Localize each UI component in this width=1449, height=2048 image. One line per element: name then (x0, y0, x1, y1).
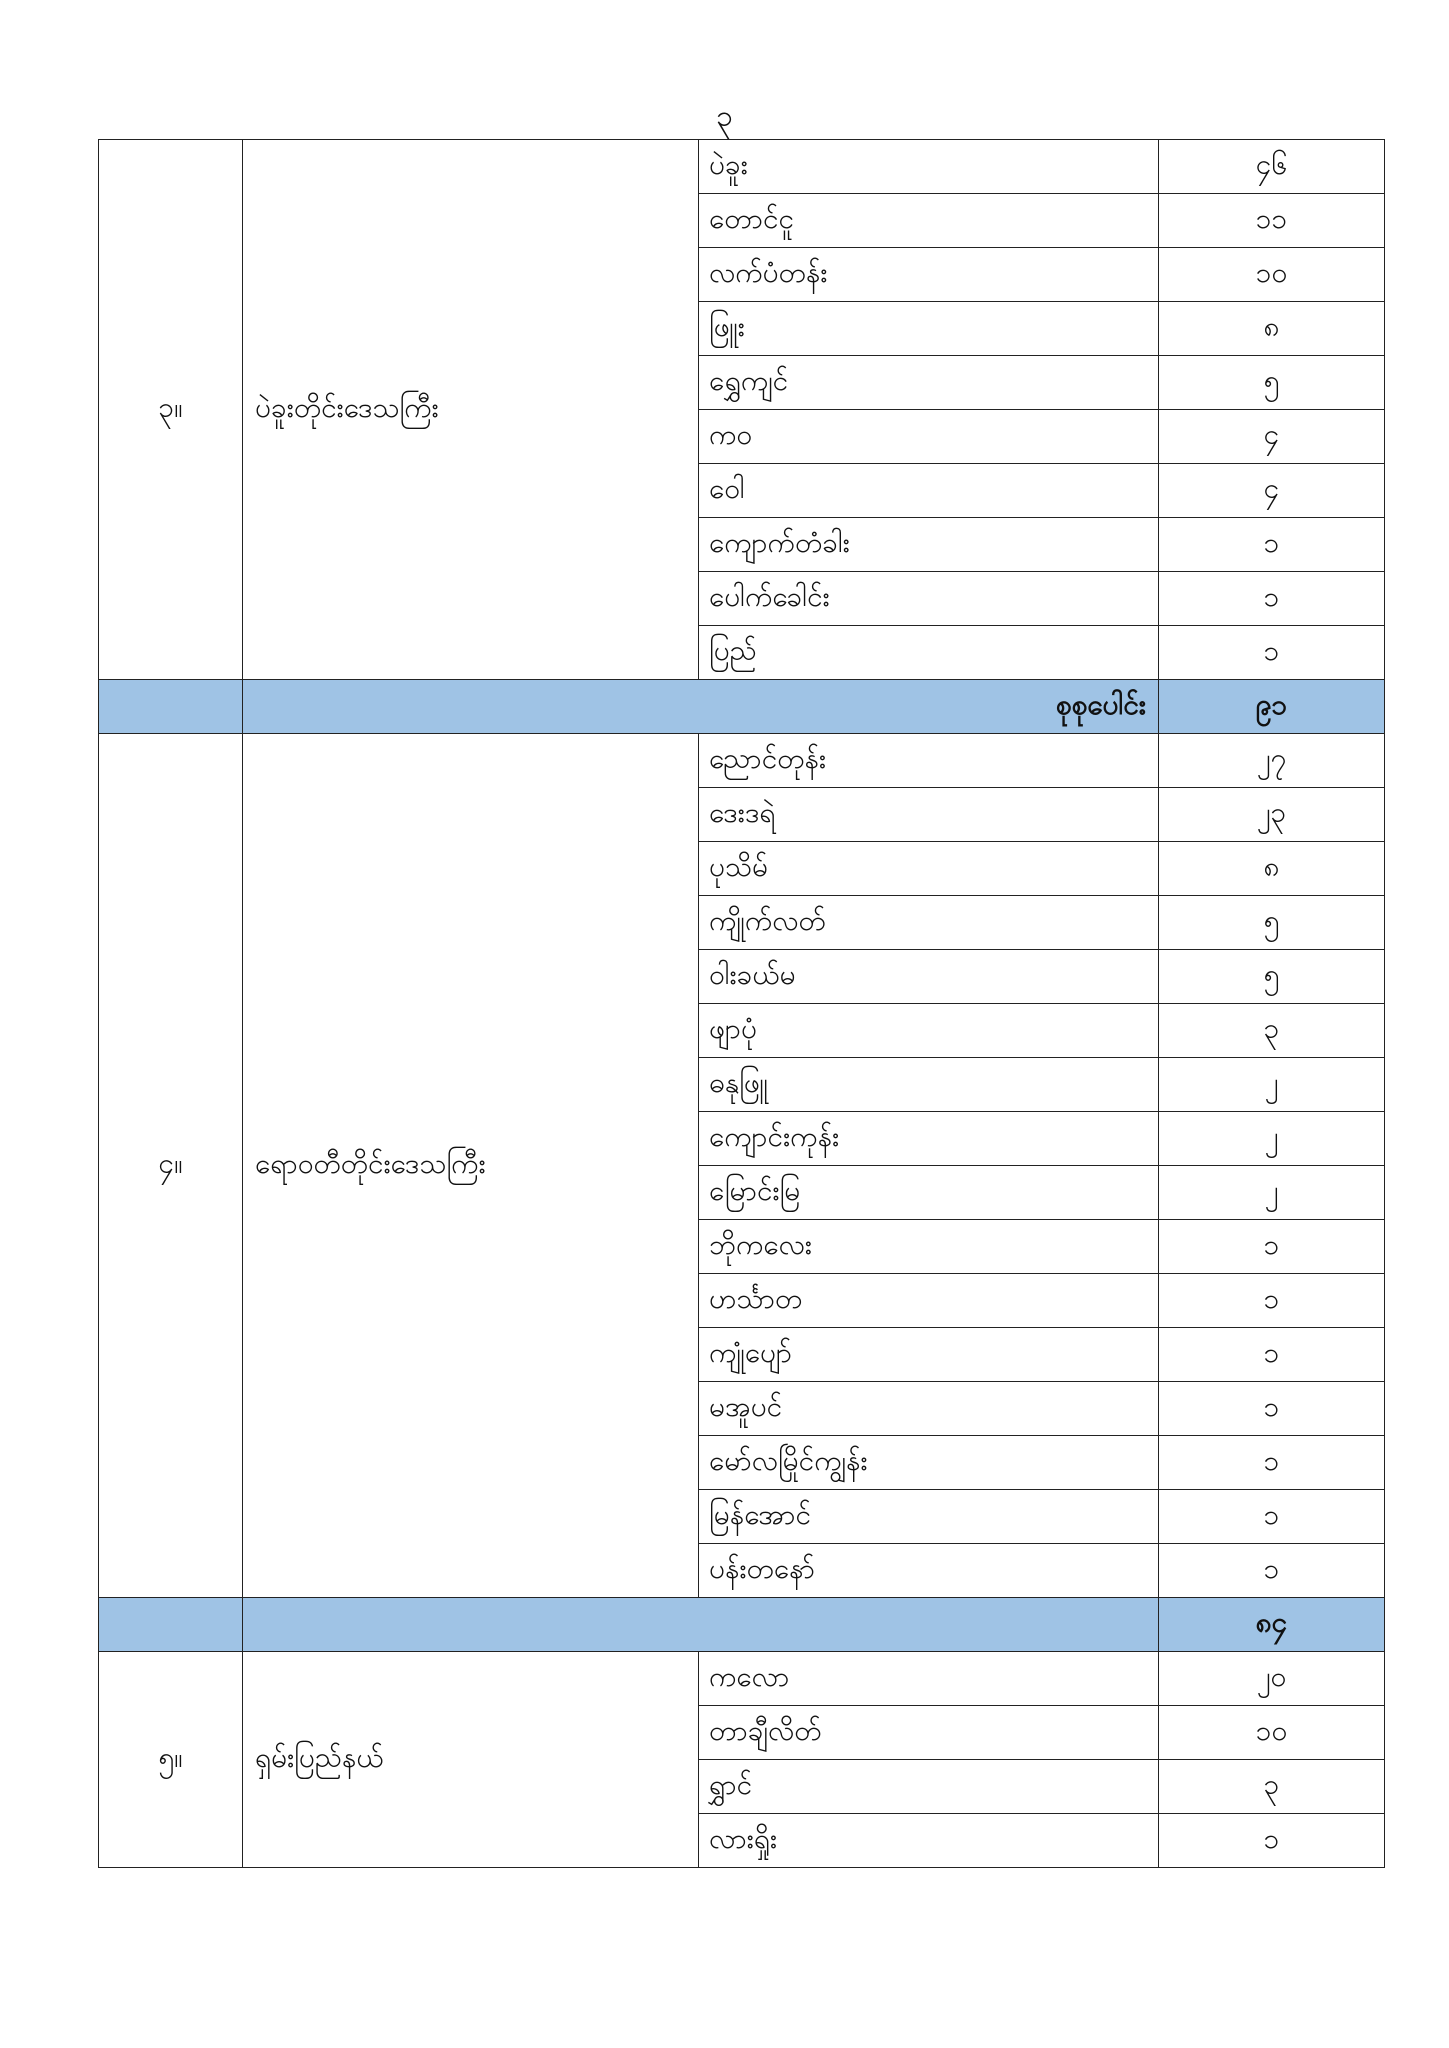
township-count: ၄ (1159, 410, 1385, 464)
township-count: ၅ (1159, 896, 1385, 950)
township-name: မော်လမြိုင်ကျွန်း (699, 1436, 1159, 1490)
township-name: ရွှာင် (699, 1760, 1159, 1814)
township-name: ပုသိမ် (699, 842, 1159, 896)
township-count: ၂၃ (1159, 788, 1385, 842)
total-row (99, 680, 1385, 734)
township-count: ၁ (1159, 572, 1385, 626)
township-count: ၅ (1159, 950, 1385, 1004)
township-name: ကျောက်တံခါး (699, 518, 1159, 572)
township-count: ၁ (1159, 1490, 1385, 1544)
township-count: ၁၀ (1159, 1706, 1385, 1760)
township-name: ကလော (699, 1652, 1159, 1706)
township-name: ဟင်္သာတ (699, 1274, 1159, 1328)
township-name: တာချီလိတ် (699, 1706, 1159, 1760)
township-name: ကျောင်းကုန်း (699, 1112, 1159, 1166)
township-name: လက်ပံတန်း (699, 248, 1159, 302)
township-count: ၁၁ (1159, 194, 1385, 248)
total-blank-cell (99, 1598, 243, 1652)
region-name: ရောဝတီတိုင်းဒေသကြီး (243, 734, 699, 1598)
township-name: ကျုံပျော် (699, 1328, 1159, 1382)
township-count: ၂ (1159, 1166, 1385, 1220)
total-count: ၉၁ (1159, 680, 1385, 734)
township-name: ဖျာပုံ (699, 1004, 1159, 1058)
township-count: ၁ (1159, 1220, 1385, 1274)
total-blank-cell (99, 680, 243, 734)
township-count: ၂၀ (1159, 1652, 1385, 1706)
township-name: မြောင်းမြ (699, 1166, 1159, 1220)
region-name: ရှမ်းပြည်နယ် (243, 1652, 699, 1868)
township-count: ၁၀ (1159, 248, 1385, 302)
township-count: ၁ (1159, 1544, 1385, 1598)
section-number: ၃။ (99, 140, 243, 680)
township-count: ၁ (1159, 1814, 1385, 1868)
township-count: ၁ (1159, 1382, 1385, 1436)
township-count: ၄ (1159, 464, 1385, 518)
table-row (99, 140, 1385, 194)
township-name: ပန်းတနော် (699, 1544, 1159, 1598)
township-name: ပဲခူး (699, 140, 1159, 194)
township-name: ရွှေကျင် (699, 356, 1159, 410)
township-count: ၁ (1159, 626, 1385, 680)
table-row (99, 734, 1385, 788)
township-count: ၁ (1159, 1328, 1385, 1382)
township-name: ကဝ (699, 410, 1159, 464)
township-name: လားရှိုး (699, 1814, 1159, 1868)
township-count-table (98, 139, 1385, 1868)
township-count: ၁ (1159, 518, 1385, 572)
township-name: ပေါက်ခေါင်း (699, 572, 1159, 626)
region-name: ပဲခူးတိုင်းဒေသကြီး (243, 140, 699, 680)
township-count: ၃ (1159, 1760, 1385, 1814)
table-row (99, 1652, 1385, 1706)
township-name: ညောင်တုန်း (699, 734, 1159, 788)
total-label (243, 1598, 1159, 1652)
page-number: ၃ (716, 99, 733, 134)
township-name: ဒေးဒရဲ (699, 788, 1159, 842)
township-name: ဓနုဖြူ (699, 1058, 1159, 1112)
township-count: ၁ (1159, 1436, 1385, 1490)
total-row (99, 1598, 1385, 1652)
township-name: ဘိုကလေး (699, 1220, 1159, 1274)
township-count: ၂ (1159, 1058, 1385, 1112)
section-number: ၄။ (99, 734, 243, 1598)
total-count: ၈၄ (1159, 1598, 1385, 1652)
township-name: ပြည် (699, 626, 1159, 680)
township-count: ၈ (1159, 842, 1385, 896)
township-name: မအူပင် (699, 1382, 1159, 1436)
township-count: ၂ (1159, 1112, 1385, 1166)
township-count: ၂၇ (1159, 734, 1385, 788)
total-label: စုစုပေါင်း (243, 680, 1159, 734)
township-name: ဖြူး (699, 302, 1159, 356)
township-count: ၅ (1159, 356, 1385, 410)
section-number: ၅။ (99, 1652, 243, 1868)
township-count: ၃ (1159, 1004, 1385, 1058)
township-count: ၁ (1159, 1274, 1385, 1328)
township-name: မြန်အောင် (699, 1490, 1159, 1544)
township-name: ကျိုက်လတ် (699, 896, 1159, 950)
township-name: တောင်ငူ (699, 194, 1159, 248)
township-count: ၈ (1159, 302, 1385, 356)
township-name: ဝါးခယ်မ (699, 950, 1159, 1004)
township-count: ၄၆ (1159, 140, 1385, 194)
township-name: ဝေါ (699, 464, 1159, 518)
